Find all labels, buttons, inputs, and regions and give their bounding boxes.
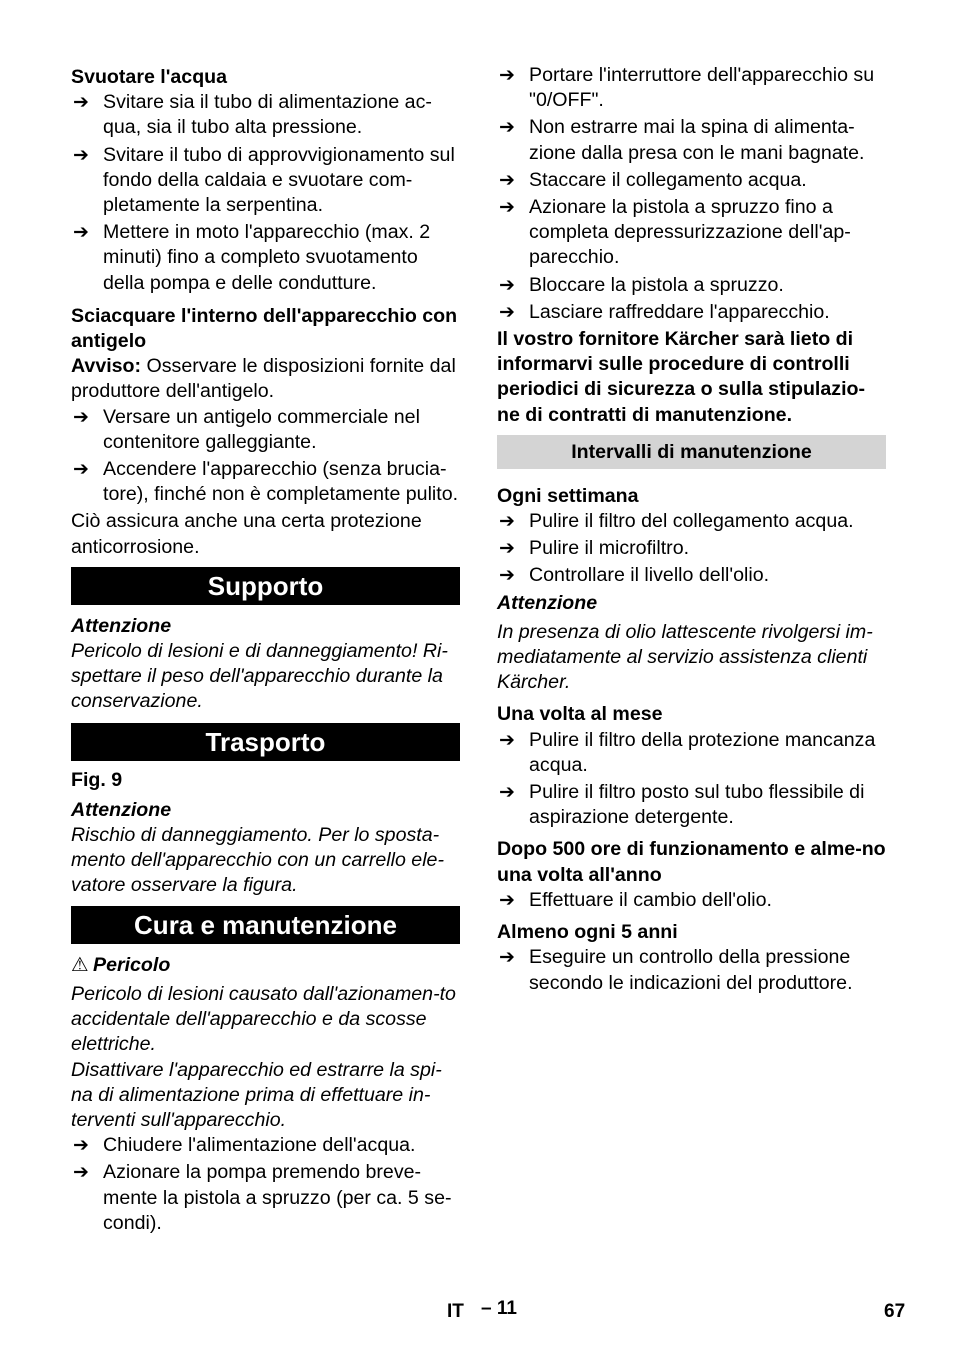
list-item [497, 780, 886, 830]
list-item [497, 728, 886, 778]
note-text: Osservare le disposizioni fornite dal produttore dell'antigelo. [71, 355, 456, 403]
list-item-text: Controllare il livello dell'olio. [529, 564, 770, 587]
list-item [71, 1133, 460, 1158]
list-item-text: Lasciare raffreddare l'apparecchio. [529, 300, 830, 323]
list-item-text: Svitare il tubo di approvvigionamento sul fondo della caldaia e svuotare com-pletamente la serpentina. [103, 143, 455, 217]
arrow-right-icon: ➔ [73, 144, 89, 166]
arrow-right-icon: ➔ [499, 197, 515, 219]
arrow-right-icon: ➔ [499, 889, 515, 911]
list-item [497, 63, 886, 113]
section-title-monthly: Una volta al mese [497, 703, 663, 726]
list-item [71, 405, 460, 455]
cura-danger [71, 953, 460, 978]
list-item-text: Eseguire un controllo della pressione secondo le indicazioni del produttore. [529, 946, 853, 994]
heading-intervals: Intervalli di manutenzione [497, 435, 886, 469]
note-label: Avviso: [71, 355, 142, 378]
list-item-text: Effettuare il cambio dell'olio. [529, 888, 772, 911]
left-column [71, 63, 460, 1238]
arrow-right-icon: ➔ [499, 729, 515, 751]
list-item-text: Svitare sia il tubo di alimentazione ac-qua, sia il tubo alta pressione. [103, 91, 432, 139]
arrow-right-icon: ➔ [499, 169, 515, 191]
section-title-500h: Dopo 500 ore di funzionamento e alme-no una volta all'anno [497, 838, 886, 886]
list-item-text: Pulire il filtro posto sul tubo flessibile di aspirazione detergente. [529, 781, 865, 829]
list-item [71, 220, 460, 296]
arrow-right-icon: ➔ [499, 947, 515, 969]
dealer-note: Il vostro fornitore Kärcher sarà lieto di informarvi sulle procedure di controlli periodici di sicurezza o sulla stipulazio-ne di contratti di manutenzione. [497, 328, 866, 426]
list-item-text: Pulire il microfiltro. [529, 537, 690, 560]
list-monthly [497, 728, 886, 831]
cura-text-2: Disattivare l'apparecchio ed estrarre la spi-na di alimentazione prima di effettuare in-terventi sull'apparecchio. [71, 1058, 442, 1131]
arrow-right-icon: ➔ [499, 565, 515, 587]
list-item-text: Pulire il filtro del collegamento acqua. [529, 510, 854, 533]
list-item-text: Pulire il filtro della protezione mancanza acqua. [529, 728, 876, 776]
list-item [497, 300, 886, 325]
trasporto-text: Rischio di danneggiamento. Per lo sposta-mento dell'apparecchio con un carrello ele-vatore osservare la figura. [71, 824, 444, 897]
heading-cura: Cura e manutenzione [71, 906, 460, 944]
list-5years [497, 945, 886, 995]
list-item-text: Versare un antigelo commerciale nel contenitore galleggiante. [103, 405, 420, 453]
list-cura [71, 1133, 460, 1236]
right-column [497, 63, 886, 998]
heading-supporto: Supporto [71, 567, 460, 605]
list-item [497, 563, 886, 588]
list-item [497, 168, 886, 193]
cura-danger-label: Pericolo [93, 953, 171, 976]
arrow-right-icon: ➔ [73, 406, 89, 428]
list-item-text: Non estrarre mai la spina di alimenta-zione dalla presa con le mani bagnate. [529, 116, 865, 164]
arrow-right-icon: ➔ [73, 92, 89, 114]
list-item-text: Staccare il collegamento acqua. [529, 168, 807, 191]
list-item-text: Azionare la pistola a spruzzo fino a completa depressurizzazione dell'ap-parecchio. [529, 196, 851, 269]
list-item [71, 143, 460, 219]
trasporto-fig: Fig. 9 [71, 768, 123, 791]
antifreeze-after: Ciò assicura anche una certa protezione anticorrosione. [71, 510, 422, 558]
list-empty-water [71, 90, 460, 296]
antifreeze-note [71, 354, 460, 404]
list-item [497, 273, 886, 298]
arrow-right-icon: ➔ [73, 1135, 89, 1157]
list-item [71, 457, 460, 507]
footer-page-local: – 11 [481, 1298, 517, 1319]
list-item-text: Azionare la pompa premendo breve-mente la pistola a spruzzo (per ca. 5 se-condi). [103, 1161, 452, 1234]
list-item [497, 536, 886, 561]
section-title-antifreeze: Sciacquare l'interno dell'apparecchio con antigelo [71, 304, 458, 353]
arrow-right-icon: ➔ [499, 511, 515, 533]
list-item-text: Accendere l'apparecchio (senza brucia-tore), finché non è completamente pulito. [103, 458, 459, 506]
weekly-attention: Attenzione [497, 591, 598, 614]
trasporto-attention: Attenzione [71, 798, 172, 821]
weekly-attention-text: In presenza di olio lattescente rivolgersi im-mediatamente al servizio assistenza clienti Kärcher. [497, 620, 873, 694]
list-item-text: Bloccare la pistola a spruzzo. [529, 273, 784, 296]
cura-text-1: Pericolo di lesioni causato dall'azionamen-to accidentale dell'apparecchio e da scosse elettriche. [71, 982, 456, 1056]
list-item [497, 195, 886, 271]
arrow-right-icon: ➔ [499, 117, 515, 139]
list-item [71, 1160, 460, 1236]
arrow-right-icon: ➔ [499, 274, 515, 296]
list-item-text: Portare l'interruttore dell'apparecchio su "0/OFF". [529, 64, 875, 112]
list-item [497, 888, 886, 913]
footer-lang: IT [447, 1301, 464, 1322]
list-item-text: Mettere in moto l'apparecchio (max. 2 minuti) fino a completo svuotamento della pompa e delle condutture. [103, 221, 431, 294]
section-title-weekly: Ogni settimana [497, 484, 639, 507]
warning-icon: ⚠ [71, 953, 89, 976]
arrow-right-icon: ➔ [73, 222, 89, 244]
arrow-right-icon: ➔ [73, 1162, 89, 1184]
heading-trasporto: Trasporto [71, 723, 460, 761]
supporto-text: Pericolo di lesioni e di danneggiamento! Ri-spettare il peso dell'apparecchio durante la conservazione. [71, 640, 448, 713]
arrow-right-icon: ➔ [499, 301, 515, 323]
section-title-empty-water: Svuotare l'acqua [71, 66, 228, 88]
list-item [497, 509, 886, 534]
list-500h [497, 888, 886, 913]
list-item [497, 115, 886, 165]
arrow-right-icon: ➔ [499, 538, 515, 560]
list-item [71, 90, 460, 140]
footer-page-number: 67 [884, 1301, 906, 1322]
supporto-attention: Attenzione [71, 614, 172, 637]
list-weekly [497, 509, 886, 589]
section-title-5years: Almeno ogni 5 anni [497, 921, 678, 944]
list-antifreeze [71, 405, 460, 508]
list-item-text: Chiudere l'alimentazione dell'acqua. [103, 1134, 416, 1157]
list-item [497, 945, 886, 995]
list-shutdown [497, 63, 886, 325]
arrow-right-icon: ➔ [73, 459, 89, 481]
arrow-right-icon: ➔ [499, 65, 515, 86]
arrow-right-icon: ➔ [499, 782, 515, 804]
